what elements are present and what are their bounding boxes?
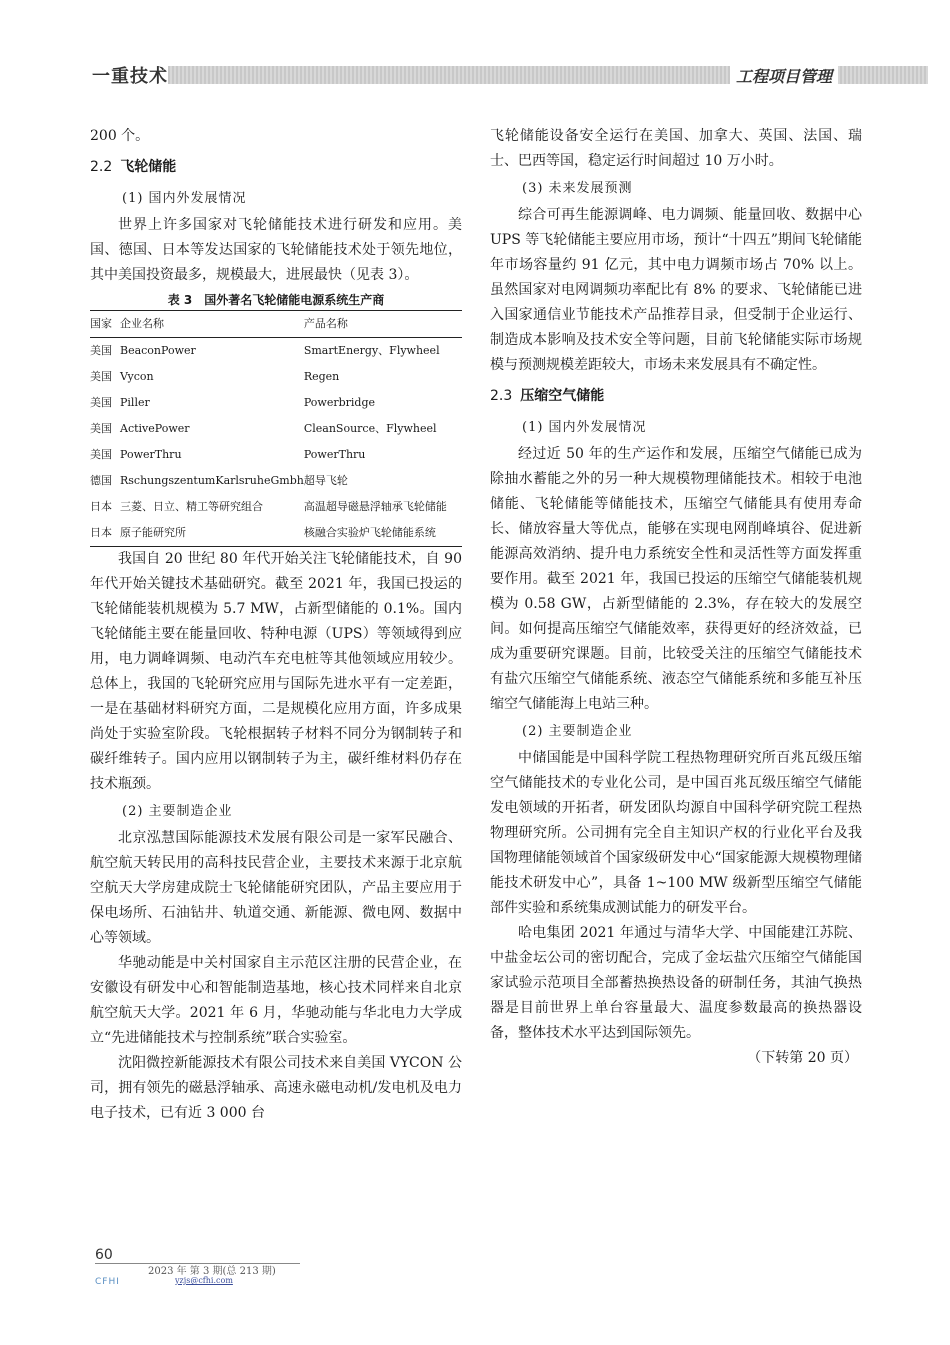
paragraph: 哈电集团 2021 年通过与清华大学、中国能建江苏院、中盐金坛公司的密切配合，完成了金坛盐穴压缩空气储能国家试验示范项目全部蓄热换热设备的研制任务，其油气换热器是目前世界上单台容量最大、温度参数最高的换热器设备，整体技术水平达到国际领先。 <box>490 925 862 1041</box>
table-cell: 美国 <box>90 396 112 409</box>
table-cell: 核融合实验炉飞轮储能系统 <box>303 526 436 539</box>
table-cell: Regen <box>303 370 340 383</box>
journal-column-title: 工程项目管理 <box>730 64 838 87</box>
publisher-logo: CFHI <box>95 1277 120 1287</box>
table-cell: Powerbridge <box>303 396 376 409</box>
table-cell: 三菱、日立、精工等研究组合 <box>120 500 263 513</box>
page-number: 60 <box>95 1247 113 1263</box>
table-cell: CleanSource、Flywheel <box>303 422 437 435</box>
section-heading <box>90 155 462 180</box>
table-row <box>90 390 462 416</box>
paragraph: 我国自 20 世纪 80 年代开始关注飞轮储能技术，自 90 年代开始关键技术基础研究。截至 2021 年，我国已投运的飞轮储能装机规模为 5.7 MW，占新型储能的 0.1%。国内飞轮储能主要在能量回收、特种电源（UPS）等领域得到应用，电力调峰调频、电动汽车充电桩等其他领域应用较少。总体上，我国的飞轮研究应用与国际先进水平有一定差距，一是在基础材料研究方面，二是规模化应用方面，许多成果尚处于实验室阶段。飞轮根据转子材料不同分为钢制转子和碳纤维转子。国内应用以钢制转子为主，碳纤维材料仍存在技术瓶颈。 <box>90 551 462 792</box>
paragraph: 沈阳微控新能源技术有限公司技术来自美国 VYCON 公司，拥有领先的磁悬浮轴承、高速永磁电动机/发电机及电力电子技术，已有近 3 000 台 <box>90 1055 462 1121</box>
table-header-cell: 企业名称 <box>120 317 164 330</box>
page-header <box>0 60 950 88</box>
table-row <box>90 338 462 365</box>
table-caption: 表 3 国外著名飞轮储能电源系统生产商 <box>167 293 385 307</box>
table-row <box>90 468 462 494</box>
table-cell: SmartEnergy、Flywheel <box>303 344 440 357</box>
table-cell: 德国 <box>90 474 112 487</box>
table-cell: Vycon <box>120 370 154 383</box>
table-header-cell: 产品名称 <box>303 317 348 330</box>
section-title: 压缩空气储能 <box>520 388 605 404</box>
table-cell: 美国 <box>90 422 112 435</box>
subsection-heading: (3) 未来发展预测 <box>522 181 633 196</box>
table-cell: 美国 <box>90 344 112 357</box>
subsection-heading: (2) 主要制造企业 <box>122 804 233 819</box>
table-cell: 美国 <box>90 370 112 383</box>
table-cell: 美国 <box>90 448 112 461</box>
table-cell: 超导飞轮 <box>303 474 348 487</box>
table-cell: 日本 <box>90 500 112 513</box>
subsection-heading: (1) 国内外发展情况 <box>522 420 647 435</box>
table-row <box>90 442 462 468</box>
table-cell: ActivePower <box>120 422 190 435</box>
paragraph: 飞轮储能设备安全运行在美国、加拿大、英国、法国、瑞士、巴西等国，稳定运行时间超过 10 万小时。 <box>490 128 862 169</box>
issue-info: 2023 年 第 3 期(总 213 期) <box>148 1266 276 1277</box>
table-row <box>90 520 462 547</box>
left-column <box>90 124 462 1126</box>
right-column <box>490 124 862 1071</box>
table-row <box>90 416 462 442</box>
table-cell: Piller <box>120 396 150 409</box>
table-cell: PowerThru <box>120 448 182 461</box>
table-row <box>90 494 462 520</box>
paragraph: 中储国能是中国科学院工程热物理研究所百兆瓦级压缩空气储能技术的专业化公司，是中国百兆瓦级压缩空气储能发电领域的开拓者，研发团队均源自中国科学研究院工程热物理研究所。公司拥有完全自主知识产权的行业化平台及我国物理储能领域首个国家级研发中心“国家能源大规模物理储能技术研发中心”，具备 1~100 MW 级新型压缩空气储能部件实验和系统集成测试能力的研发平台。 <box>490 750 862 916</box>
table-cell: PowerThru <box>303 448 366 461</box>
table-cell: 高温超导磁悬浮轴承飞轮储能 <box>303 500 447 513</box>
manufacturer-table <box>90 310 462 547</box>
subsection-heading: (1) 国内外发展情况 <box>122 191 247 206</box>
table-cell: RschungszentumKarlsruheGmbh <box>120 474 304 487</box>
paragraph: 华驰动能是中关村国家自主示范区注册的民营企业，在安徽设有研发中心和智能制造基地，核心技术同样来自北京航空航天大学。2021 年 6 月，华驰动能与华北电力大学成立“先进储能技术与控制系统”联合实验室。 <box>90 955 462 1046</box>
paragraph: 200 个。 <box>90 128 150 144</box>
section-label: 一重技术 <box>92 66 168 87</box>
table-cell: 原子能研究所 <box>120 526 186 539</box>
subsection-heading: (2) 主要制造企业 <box>522 724 633 739</box>
section-title: 飞轮储能 <box>120 159 177 175</box>
table-row <box>90 364 462 390</box>
section-number: 2.3 <box>490 388 513 404</box>
table-header-row <box>90 311 462 338</box>
paragraph: 世界上许多国家对飞轮储能技术进行研发和应用。美国、德国、日本等发达国家的飞轮储能技术处于领先地位，其中美国投资最多，规模最大，进展最快（见表 3）。 <box>90 217 462 283</box>
table-cell: BeaconPower <box>120 344 196 357</box>
table-cell: 日本 <box>90 526 112 539</box>
paragraph: 经过近 50 年的生产运作和发展，压缩空气储能已成为除抽水蓄能之外的另一种大规模物理储能技术。相较于电池储能、飞轮储能等储能技术，压缩空气储能具有使用寿命长、储放容量大等优点，能够在实现电网削峰填谷、促进新能源高效消纳、提升电力系统安全性和灵活性等方面发挥重要作用。截至 2021 年，我国已投运的压缩空气储能装机规模为 0.58 GW，占新型储能的 2.3%，存在较大的发展空间。如何提高压缩空气储能效率，获得更好的经济效益，已成为重要研究课题。目前，比较受关注的压缩空气储能技术有盐穴压缩空气储能系统、液态空气储能系统和多能互补压缩空气储能海上电站三种。 <box>490 446 862 712</box>
continued-note: （下转第 20 页） <box>747 1050 858 1066</box>
paragraph: 综合可再生能源调峰、电力调频、能量回收、数据中心 UPS 等飞轮储能主要应用市场，预计“十四五”期间飞轮储能年市场容量约 91 亿元，其中电力调频市场占 70% 以上。虽然国家对电网调频功率配比有 8% 的要求、飞轮储能已进入国家通信业节能技术产品推荐目录，但受制于企业运行、制造成本影响及技术安全等问题，目前飞轮储能实际市场规模与预测规模差距较大，市场未来发展具有不确定性。 <box>490 207 862 373</box>
paragraph: 北京泓慧国际能源技术发展有限公司是一家军民融合、航空航天转民用的高科技民营企业，主要技术来源于北京航空航天大学房建成院士飞轮储能研究团队，产品主要应用于保电场所、石油钻井、轨道交通、新能源、微电网、数据中心等领域。 <box>90 830 462 946</box>
table-header-cell: 国家 <box>90 317 112 330</box>
section-heading <box>490 384 862 409</box>
section-number: 2.2 <box>90 159 113 175</box>
contact-email-link[interactable]: yzjs@cfhi.com <box>175 1276 233 1285</box>
